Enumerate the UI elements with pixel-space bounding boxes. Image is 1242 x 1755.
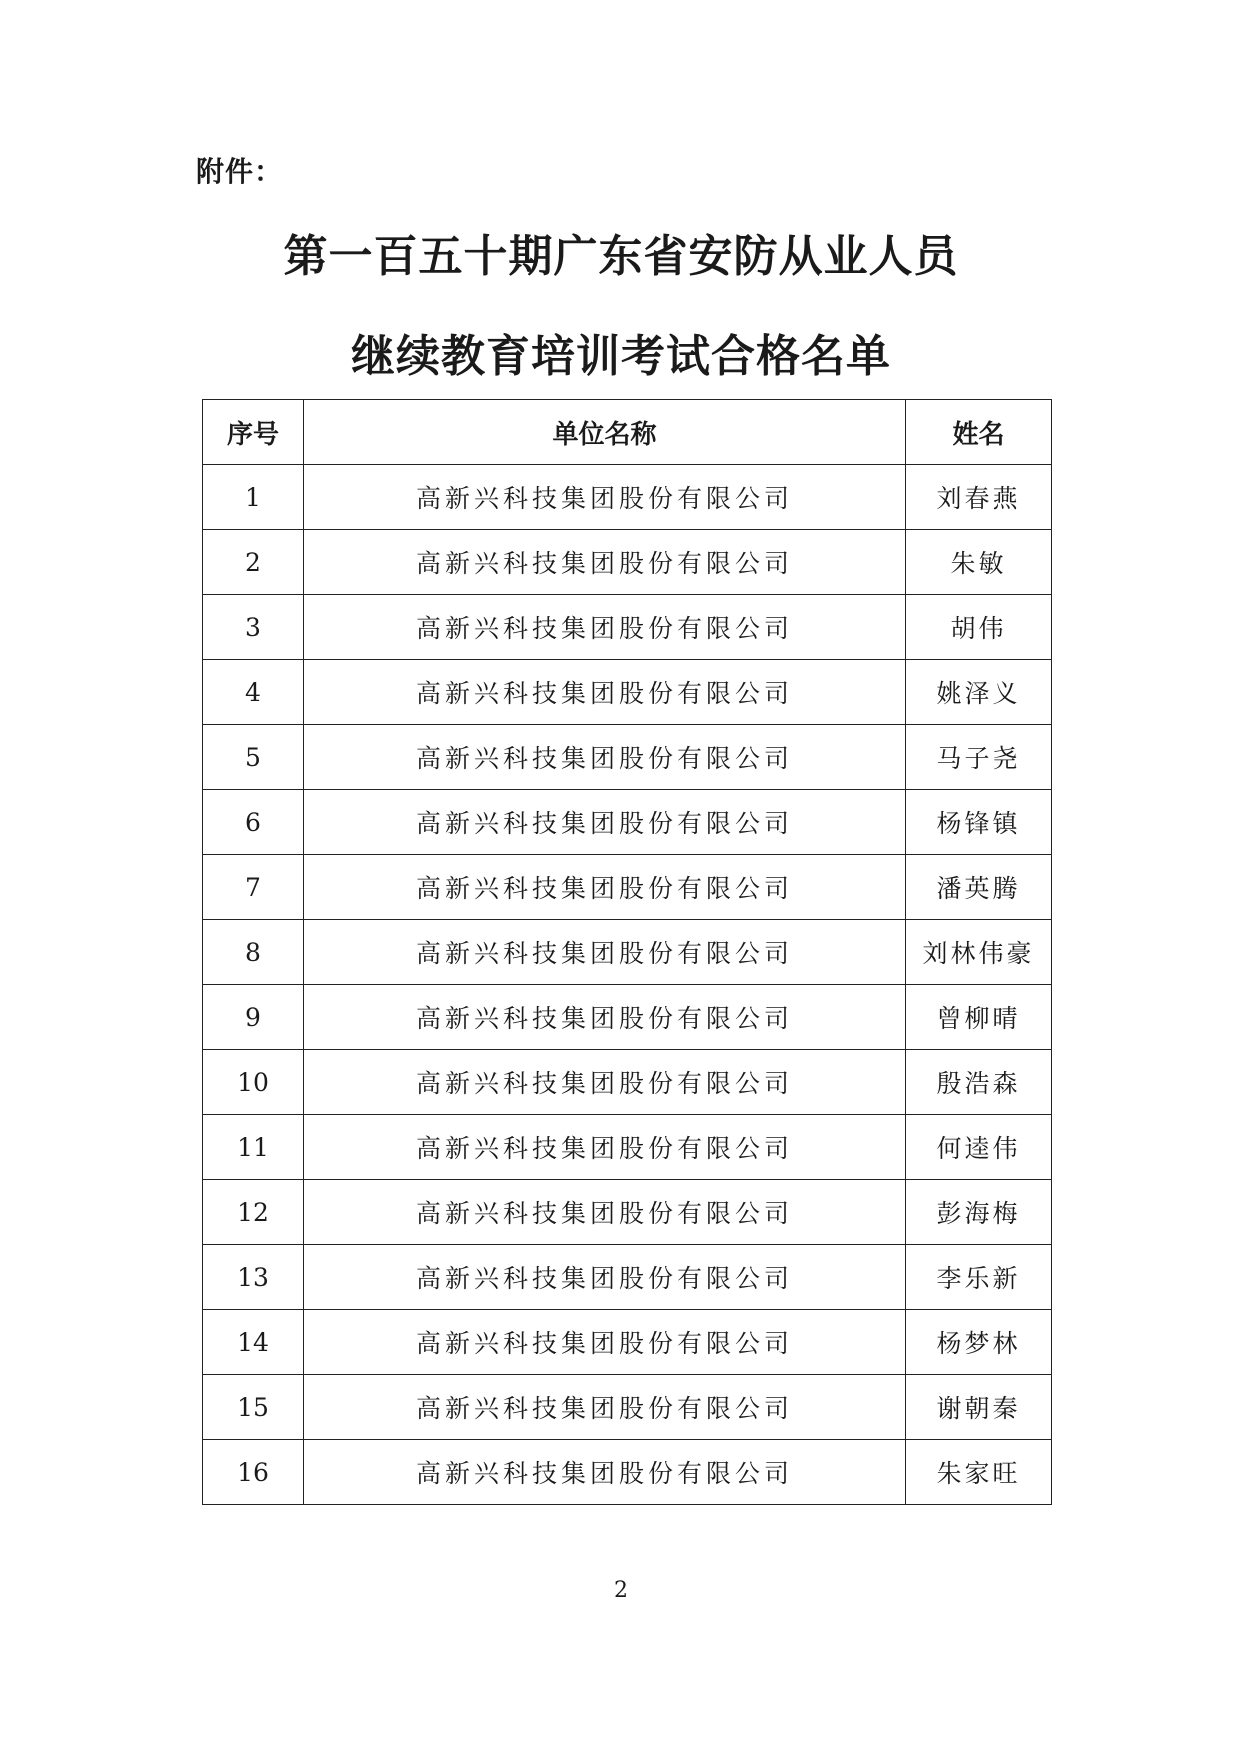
unit-cell: 高新兴科技集团股份有限公司 <box>304 985 906 1050</box>
table-row <box>203 1245 1052 1310</box>
seq-cell: 13 <box>203 1245 304 1310</box>
document-title-line-1: 第一百五十期广东省安防从业人员 <box>283 231 959 282</box>
unit-cell: 高新兴科技集团股份有限公司 <box>304 660 906 725</box>
table-row <box>203 985 1052 1050</box>
seq-cell: 9 <box>203 985 304 1050</box>
person-name-cell: 潘英腾 <box>906 855 1052 920</box>
person-name-cell: 姚泽义 <box>906 660 1052 725</box>
person-name-cell: 殷浩森 <box>906 1050 1052 1115</box>
table-row <box>203 855 1052 920</box>
seq-cell: 4 <box>203 660 304 725</box>
table-body <box>203 465 1052 1505</box>
seq-cell: 6 <box>203 790 304 855</box>
header-unit: 单位名称 <box>304 400 906 465</box>
person-name-cell: 杨梦林 <box>906 1310 1052 1375</box>
table-row <box>203 1310 1052 1375</box>
seq-cell: 10 <box>203 1050 304 1115</box>
person-name-cell: 何逵伟 <box>906 1115 1052 1180</box>
person-name-cell: 胡伟 <box>906 595 1052 660</box>
seq-cell: 16 <box>203 1440 304 1505</box>
header-seq: 序号 <box>203 400 304 465</box>
seq-cell: 15 <box>203 1375 304 1440</box>
unit-cell: 高新兴科技集团股份有限公司 <box>304 725 906 790</box>
seq-cell: 1 <box>203 465 304 530</box>
person-name-cell: 彭海梅 <box>906 1180 1052 1245</box>
table-row <box>203 725 1052 790</box>
table-row <box>203 465 1052 530</box>
table-row <box>203 920 1052 985</box>
table-row <box>203 530 1052 595</box>
qualified-list-table <box>202 399 1052 1505</box>
unit-cell: 高新兴科技集团股份有限公司 <box>304 1245 906 1310</box>
table-row <box>203 1180 1052 1245</box>
unit-cell: 高新兴科技集团股份有限公司 <box>304 465 906 530</box>
unit-cell: 高新兴科技集团股份有限公司 <box>304 1050 906 1115</box>
unit-cell: 高新兴科技集团股份有限公司 <box>304 1440 906 1505</box>
unit-cell: 高新兴科技集团股份有限公司 <box>304 530 906 595</box>
unit-cell: 高新兴科技集团股份有限公司 <box>304 1375 906 1440</box>
seq-cell: 8 <box>203 920 304 985</box>
table-row <box>203 595 1052 660</box>
seq-cell: 5 <box>203 725 304 790</box>
person-name-cell: 谢朝秦 <box>906 1375 1052 1440</box>
person-name-cell: 马子尧 <box>906 725 1052 790</box>
page-number: 2 <box>614 1578 628 1603</box>
table-row <box>203 660 1052 725</box>
table-row <box>203 1440 1052 1505</box>
seq-cell: 12 <box>203 1180 304 1245</box>
person-name-cell: 朱敏 <box>906 530 1052 595</box>
seq-cell: 3 <box>203 595 304 660</box>
document-title-line-2: 继续教育培训考试合格名单 <box>351 331 891 382</box>
table-header-row <box>203 400 1052 465</box>
table-row <box>203 1375 1052 1440</box>
unit-cell: 高新兴科技集团股份有限公司 <box>304 1310 906 1375</box>
table-row <box>203 790 1052 855</box>
person-name-cell: 刘林伟豪 <box>906 920 1052 985</box>
unit-cell: 高新兴科技集团股份有限公司 <box>304 1115 906 1180</box>
header-name: 姓名 <box>906 400 1052 465</box>
seq-cell: 7 <box>203 855 304 920</box>
unit-cell: 高新兴科技集团股份有限公司 <box>304 920 906 985</box>
unit-cell: 高新兴科技集团股份有限公司 <box>304 595 906 660</box>
person-name-cell: 曾柳晴 <box>906 985 1052 1050</box>
person-name-cell: 朱家旺 <box>906 1440 1052 1505</box>
table-row <box>203 1115 1052 1180</box>
unit-cell: 高新兴科技集团股份有限公司 <box>304 1180 906 1245</box>
attachment-label: 附件： <box>196 155 284 188</box>
person-name-cell: 杨锋镇 <box>906 790 1052 855</box>
person-name-cell: 刘春燕 <box>906 465 1052 530</box>
seq-cell: 2 <box>203 530 304 595</box>
person-name-cell: 李乐新 <box>906 1245 1052 1310</box>
seq-cell: 11 <box>203 1115 304 1180</box>
unit-cell: 高新兴科技集团股份有限公司 <box>304 790 906 855</box>
seq-cell: 14 <box>203 1310 304 1375</box>
table-row <box>203 1050 1052 1115</box>
unit-cell: 高新兴科技集团股份有限公司 <box>304 855 906 920</box>
